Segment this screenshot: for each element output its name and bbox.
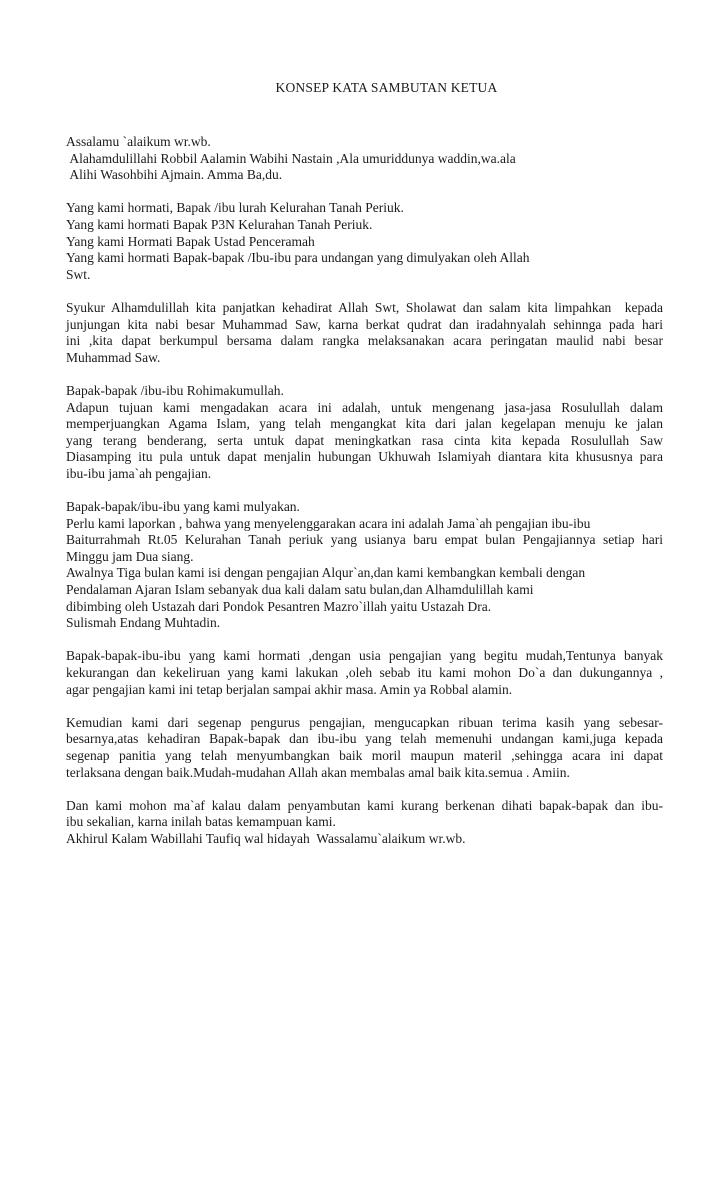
text-line: memperjuangkan Agama Islam, yang telah mengangkat kita dari jalan kegelapan menuju ke jalan bbox=[66, 416, 663, 432]
text-line: Perlu kami laporkan , bahwa yang menyelenggarakan acara ini adalah Jama`ah pengajian ibu-ibu bbox=[66, 515, 591, 531]
text-line: Awalnya Tiga bulan kami isi dengan pengajian Alqur`an,dan kami kembangkan kembali dengan bbox=[66, 565, 586, 581]
text-line: Swt. bbox=[66, 266, 91, 282]
paragraph-terima-kasih bbox=[66, 715, 663, 781]
text-line: ini ,kita dapat berkumpul bersama dalam rangka melaksanakan acara peringatan maulid nabi besar bbox=[66, 333, 663, 349]
text-line: Minggu jam Dua siang. bbox=[66, 548, 194, 564]
text-line: ibu-ibu jama`ah pengajian. bbox=[66, 465, 212, 481]
text-line: Bapak-bapak-ibu-ibu yang kami hormati ,dengan usia pengajian yang begitu mudah,Tentunya banyak bbox=[66, 648, 663, 664]
text-line: Muhammad Saw. bbox=[66, 349, 161, 365]
paragraph-permohonan-doa bbox=[66, 648, 663, 698]
text-line: Yang kami hormati Bapak-bapak /Ibu-ibu para undangan yang dimulyakan oleh Allah bbox=[66, 250, 530, 266]
text-line: Kemudian kami dari segenap pengurus pengajian, mengucapkan ribuan terima kasih yang sebesar- bbox=[66, 714, 663, 730]
text-line: Bapak-bapak/ibu-ibu yang kami mulyakan. bbox=[66, 499, 300, 515]
text-line: Adapun tujuan kami mengadakan acara ini adalah, untuk mengenang jasa-jasa Rosulullah dalam bbox=[66, 399, 663, 415]
paragraph-penutup bbox=[66, 798, 663, 848]
text-line: Baiturrahmah Rt.05 Kelurahan Tanah periuk yang usianya baru empat bulan Pengajiannya setiap hari bbox=[66, 532, 663, 548]
text-line: Sulismah Endang Muhtadin. bbox=[66, 615, 221, 631]
document-body bbox=[66, 134, 663, 864]
text-line: Alahamdulillahi Robbil Aalamin Wabihi Nastain ,Ala umuriddunya waddin,wa.ala bbox=[66, 150, 516, 166]
text-line: Diasamping itu pula untuk dapat menjalin hubungan Ukhuwah Islamiyah diantara kita khususnya para bbox=[66, 449, 663, 465]
paragraph-tujuan-acara bbox=[66, 383, 663, 483]
text-line: Syukur Alhamdulillah kita panjatkan kehadirat Allah Swt, Sholawat dan salam kita limpahkan kepada bbox=[66, 299, 663, 315]
text-line: terlaksana dengan baik.Mudah-mudahan Allah akan membalas amal baik kita.semua . Amiin. bbox=[66, 764, 570, 780]
text-line: Alihi Wasohbihi Ajmain. Amma Ba,du. bbox=[66, 167, 283, 183]
text-line: segenap panitia yang telah menyumbangkan baik moril maupun materil ,sehingga acara ini dapat bbox=[66, 747, 663, 763]
text-line: Assalamu `alaikum wr.wb. bbox=[66, 134, 211, 149]
text-line: junjungan kita nabi besar Muhammad Saw, karna berkat qudrat dan iradahnyalah sehinnga pada hari bbox=[66, 316, 663, 332]
paragraph-laporan-pengajian bbox=[66, 499, 663, 632]
text-line: ibu sekalian, karna inilah batas kemampuan kami. bbox=[66, 814, 336, 830]
text-line: Pendalaman Ajaran Islam sebanyak dua kali dalam satu bulan,dan Alhamdulillah kami bbox=[66, 582, 534, 598]
paragraph-syukur bbox=[66, 300, 663, 366]
paragraph-salam-pembuka bbox=[66, 134, 663, 184]
document-title: KONSEP KATA SAMBUTAN KETUA bbox=[275, 80, 498, 95]
text-line: dibimbing oleh Ustazah dari Pondok Pesantren Mazro`illah yaitu Ustazah Dra. bbox=[66, 598, 492, 614]
text-line: Yang kami hormati, Bapak /ibu lurah Kelurahan Tanah Periuk. bbox=[66, 200, 404, 216]
text-line: Yang kami hormati Bapak P3N Kelurahan Tanah Periuk. bbox=[66, 216, 373, 232]
text-line: Akhirul Kalam Wabillahi Taufiq wal hidayah Wassalamu`alaikum wr.wb. bbox=[66, 830, 466, 846]
paragraph-penghormatan bbox=[66, 200, 663, 283]
text-line: kekurangan dan kekeliruan yang kami lakukan ,oleh sebab itu kami mohon Do`a dan dukungannya , bbox=[66, 665, 663, 680]
text-line: agar pengajian kami ini tetap berjalan sampai akhir masa. Amin ya Robbal alamin. bbox=[66, 681, 513, 697]
text-line: Dan kami mohon ma`af kalau dalam penyambutan kami kurang berkenan dihati bapak-bapak dan ibu- bbox=[66, 797, 663, 813]
text-line: Bapak-bapak /ibu-ibu Rohimakumullah. bbox=[66, 382, 284, 398]
text-line: besarnya,atas kehadiran Bapak-bapak dan ibu-ibu yang telah memenuhi undangan kami,juga kepada bbox=[66, 731, 663, 747]
text-line: yang terang benderang, serta untuk dapat meningkatkan rasa cinta kita kepada Rosulullah Saw bbox=[66, 432, 663, 448]
text-line: Yang kami Hormati Bapak Ustad Penceramah bbox=[66, 233, 315, 249]
